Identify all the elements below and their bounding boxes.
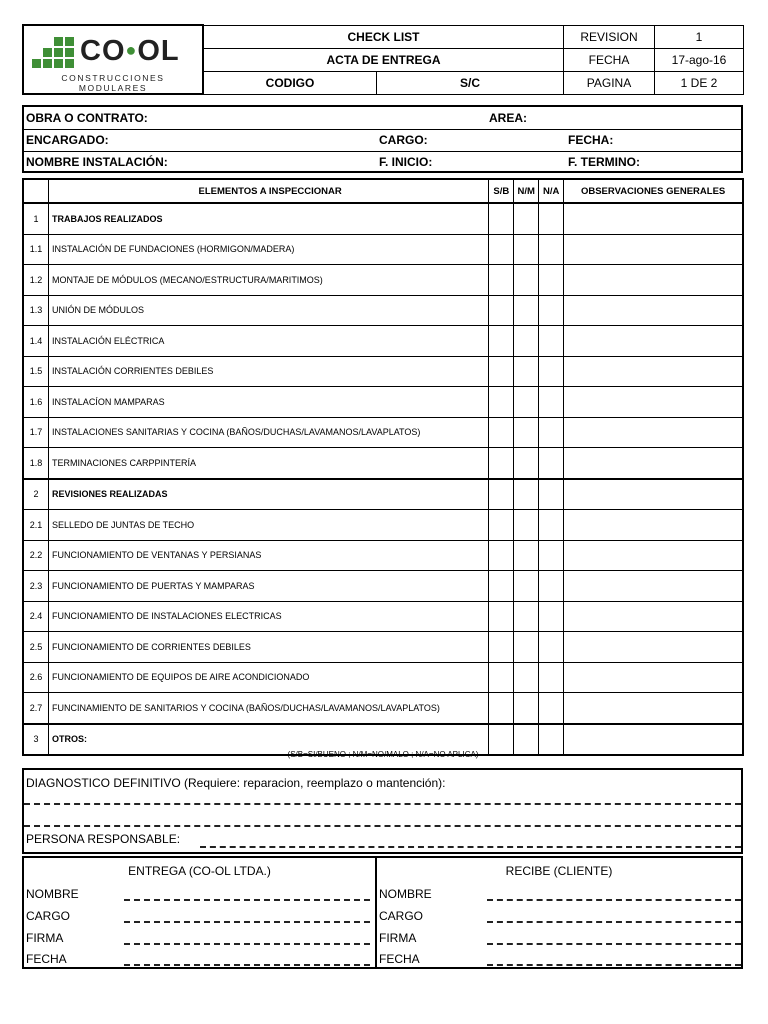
observaciones-cell[interactable] xyxy=(564,295,743,326)
observaciones-cell[interactable] xyxy=(564,601,743,632)
row-number: 2.3 xyxy=(23,571,48,602)
checklist-row xyxy=(23,356,743,387)
nm-cell[interactable] xyxy=(514,356,539,387)
entrega-fecha-line[interactable] xyxy=(124,964,370,966)
f-termino-label: F. TERMINO: xyxy=(568,155,640,169)
recibe-nombre-line[interactable] xyxy=(487,899,741,901)
checklist-row xyxy=(23,387,743,418)
sb-cell[interactable] xyxy=(489,601,514,632)
na-cell[interactable] xyxy=(539,632,564,663)
recibe-firma-label: FIRMA xyxy=(379,931,417,945)
observaciones-cell[interactable] xyxy=(564,479,743,510)
col-num xyxy=(23,179,48,203)
na-cell[interactable] xyxy=(539,417,564,448)
responsable-line[interactable] xyxy=(200,846,741,848)
nm-cell[interactable] xyxy=(514,571,539,602)
observaciones-cell[interactable] xyxy=(564,387,743,418)
sb-cell[interactable] xyxy=(489,234,514,265)
row-description: FUNCINAMIENTO DE SANITARIOS Y COCINA (BAÑOS/DUCHAS/LAVAMANOS/LAVAPLATOS) xyxy=(48,693,488,724)
row-description: INSTALACIÓN CORRIENTES DEBILES xyxy=(48,356,488,387)
nm-cell[interactable] xyxy=(514,693,539,724)
nm-cell[interactable] xyxy=(514,203,539,234)
observaciones-cell[interactable] xyxy=(564,265,743,296)
checklist-row xyxy=(23,571,743,602)
sb-cell[interactable] xyxy=(489,662,514,693)
nm-cell[interactable] xyxy=(514,479,539,510)
checklist-row xyxy=(23,540,743,571)
col-elementos: ELEMENTOS A INSPECCIONAR xyxy=(48,179,488,203)
checklist-row xyxy=(23,326,743,357)
area-label: AREA: xyxy=(489,111,527,125)
observaciones-cell[interactable] xyxy=(564,234,743,265)
row-number: 1 xyxy=(23,203,48,234)
row-number: 1.1 xyxy=(23,234,48,265)
row-number: 2.2 xyxy=(23,540,48,571)
entrega-cargo-line[interactable] xyxy=(124,921,370,923)
na-cell[interactable] xyxy=(539,326,564,357)
row-number: 1.5 xyxy=(23,356,48,387)
obra-label: OBRA O CONTRATO: xyxy=(26,111,148,125)
nm-cell[interactable] xyxy=(514,387,539,418)
row-description: MONTAJE DE MÓDULOS (MECANO/ESTRUCTURA/MARITIMOS) xyxy=(48,265,488,296)
nm-cell[interactable] xyxy=(514,510,539,541)
na-cell[interactable] xyxy=(539,295,564,326)
checklist-row xyxy=(23,234,743,265)
observaciones-cell[interactable] xyxy=(564,203,743,234)
nm-cell[interactable] xyxy=(514,326,539,357)
row-number: 2.7 xyxy=(23,693,48,724)
row-number: 1.2 xyxy=(23,265,48,296)
recibe-fecha-line[interactable] xyxy=(487,964,741,966)
observaciones-cell[interactable] xyxy=(564,326,743,357)
row-description: FUNCIONAMIENTO DE PUERTAS Y MAMPARAS xyxy=(48,571,488,602)
row-description: FUNCIONAMIENTO DE CORRIENTES DEBILES xyxy=(48,632,488,663)
observaciones-cell[interactable] xyxy=(564,632,743,663)
row-number: 2.6 xyxy=(23,662,48,693)
observaciones-cell[interactable] xyxy=(564,417,743,448)
nm-cell[interactable] xyxy=(514,632,539,663)
responsable-label: PERSONA RESPONSABLE: xyxy=(26,832,181,846)
row-number: 1.8 xyxy=(23,448,48,479)
row-description: TRABAJOS REALIZADOS xyxy=(48,203,488,234)
signature-box xyxy=(22,856,743,969)
recibe-fecha-label: FECHA xyxy=(379,952,420,966)
revision-label: REVISION xyxy=(564,25,655,48)
row-description: FUNCIONAMIENTO DE VENTANAS Y PERSIANAS xyxy=(48,540,488,571)
observaciones-cell[interactable] xyxy=(564,448,743,479)
na-cell[interactable] xyxy=(539,571,564,602)
na-cell[interactable] xyxy=(539,601,564,632)
col-sb: S/B xyxy=(489,179,514,203)
sb-cell[interactable] xyxy=(489,417,514,448)
recibe-firma-line[interactable] xyxy=(487,943,741,945)
entrega-panel xyxy=(24,858,377,967)
sb-cell[interactable] xyxy=(489,540,514,571)
pagina-label: PAGINA xyxy=(564,71,655,94)
sb-cell[interactable] xyxy=(489,448,514,479)
sb-cell[interactable] xyxy=(489,326,514,357)
nm-cell[interactable] xyxy=(514,601,539,632)
na-cell[interactable] xyxy=(539,356,564,387)
nm-cell[interactable] xyxy=(514,417,539,448)
nm-cell[interactable] xyxy=(514,265,539,296)
pagina-value: 1 DE 2 xyxy=(655,71,744,94)
row-number: 2.5 xyxy=(23,632,48,663)
observaciones-cell[interactable] xyxy=(564,662,743,693)
info-row-instalacion xyxy=(24,151,741,173)
project-info xyxy=(22,105,743,173)
observaciones-cell[interactable] xyxy=(564,693,743,724)
row-description: INSTALACIÓN ELÉCTRICA xyxy=(48,326,488,357)
entrega-firma-label: FIRMA xyxy=(26,931,64,945)
na-cell[interactable] xyxy=(539,203,564,234)
sb-cell[interactable] xyxy=(489,203,514,234)
checklist-header-row xyxy=(23,179,743,203)
row-number: 1.4 xyxy=(23,326,48,357)
observaciones-cell[interactable] xyxy=(564,571,743,602)
recibe-panel xyxy=(377,858,741,967)
checklist-row xyxy=(23,479,743,510)
sb-cell[interactable] xyxy=(489,693,514,724)
checklist-row xyxy=(23,295,743,326)
info-row-obra xyxy=(24,107,741,130)
col-nm: N/M xyxy=(514,179,539,203)
row-description: INSTALACIONES SANITARIAS Y COCINA (BAÑOS/DUCHAS/LAVAMANOS/LAVAPLATOS) xyxy=(48,417,488,448)
observaciones-cell[interactable] xyxy=(564,356,743,387)
sb-cell[interactable] xyxy=(489,571,514,602)
checklist-rows xyxy=(23,203,743,755)
doc-title: CHECK LIST xyxy=(203,25,564,48)
recibe-cargo-label: CARGO xyxy=(379,909,424,923)
checklist-row xyxy=(23,662,743,693)
row-number: 2.1 xyxy=(23,510,48,541)
logo-subtitle: CONSTRUCCIONES MODULARES xyxy=(61,72,165,93)
checklist-row xyxy=(23,448,743,479)
nm-cell[interactable] xyxy=(514,448,539,479)
cargo-label: CARGO: xyxy=(379,133,428,147)
row-description: INSTALACIÓN DE FUNDACIONES (HORMIGON/MADERA) xyxy=(48,234,488,265)
row-description: FUNCIONAMIENTO DE EQUIPOS DE AIRE ACONDICIONADO xyxy=(48,662,488,693)
diagnostico-label: DIAGNOSTICO DEFINITIVO (Requiere: reparacion, reemplazo o mantención): xyxy=(26,776,446,790)
info-row-encargado xyxy=(24,129,741,152)
na-cell[interactable] xyxy=(539,540,564,571)
entrega-firma-line[interactable] xyxy=(124,943,370,945)
codigo-value: S/C xyxy=(377,71,564,94)
nm-cell[interactable] xyxy=(514,540,539,571)
col-na: N/A xyxy=(539,179,564,203)
fecha-value: 17-ago-16 xyxy=(655,48,744,71)
na-cell[interactable] xyxy=(539,234,564,265)
sb-cell[interactable] xyxy=(489,632,514,663)
row-description: SELLEDO DE JUNTAS DE TECHO xyxy=(48,510,488,541)
revision-value: 1 xyxy=(655,25,744,48)
na-cell[interactable] xyxy=(539,387,564,418)
diagnostico-line-1[interactable] xyxy=(24,803,741,805)
na-cell[interactable] xyxy=(539,510,564,541)
row-number: 1.3 xyxy=(23,295,48,326)
diagnostico-line-2[interactable] xyxy=(24,825,741,827)
observaciones-cell[interactable] xyxy=(564,540,743,571)
row-description: OTROS: xyxy=(48,724,488,756)
na-cell[interactable] xyxy=(539,693,564,724)
na-cell[interactable] xyxy=(539,265,564,296)
checklist-row xyxy=(23,693,743,724)
fecha-info-label: FECHA: xyxy=(568,133,614,147)
entrega-cargo-label: CARGO xyxy=(26,909,71,923)
recibe-cargo-line[interactable] xyxy=(487,921,741,923)
recibe-title: RECIBE (CLIENTE) xyxy=(505,864,613,878)
checklist-row xyxy=(23,510,743,541)
row-description: INSTALACÍON MAMPARAS xyxy=(48,387,488,418)
entrega-title: ENTREGA (CO-OL LTDA.) xyxy=(128,864,271,878)
checklist-row xyxy=(23,417,743,448)
checklist-table xyxy=(22,178,744,756)
row-description: UNIÓN DE MÓDULOS xyxy=(48,295,488,326)
row-number: 2 xyxy=(23,479,48,510)
entrega-nombre-line[interactable] xyxy=(124,899,370,901)
row-description: TERMINACIONES CARPPINTERÍA xyxy=(48,448,488,479)
entrega-fecha-label: FECHA xyxy=(26,952,67,966)
observaciones-cell[interactable] xyxy=(564,510,743,541)
na-cell[interactable] xyxy=(539,662,564,693)
na-cell[interactable] xyxy=(539,479,564,510)
checklist-row xyxy=(23,632,743,663)
checklist-row xyxy=(23,265,743,296)
recibe-nombre-label: NOMBRE xyxy=(379,887,432,901)
sb-cell[interactable] xyxy=(489,479,514,510)
nm-cell[interactable] xyxy=(514,234,539,265)
sb-cell[interactable] xyxy=(489,510,514,541)
company-logo xyxy=(23,25,203,94)
logo-wordmark: CO●OL xyxy=(80,34,180,67)
row-number: 1.7 xyxy=(23,417,48,448)
row-number: 1.6 xyxy=(23,387,48,418)
legend-note: (S/B=SI/BUENO ; N/M=NO/MALO ; N/A=NO APLICA) xyxy=(287,750,479,759)
checklist-row xyxy=(23,203,743,234)
row-number: 2.4 xyxy=(23,601,48,632)
col-observaciones: OBSERVACIONES GENERALES xyxy=(564,179,743,203)
f-inicio-label: F. INICIO: xyxy=(379,155,433,169)
row-description: FUNCIONAMIENTO DE INSTALACIONES ELECTRICAS xyxy=(48,601,488,632)
doc-subtitle: ACTA DE ENTREGA xyxy=(203,48,564,71)
diagnostico-box xyxy=(22,768,743,854)
fecha-label: FECHA xyxy=(564,48,655,71)
header-table xyxy=(22,24,744,95)
sb-cell[interactable] xyxy=(489,356,514,387)
row-number: 3 xyxy=(23,724,48,756)
nm-cell[interactable] xyxy=(514,662,539,693)
na-cell[interactable] xyxy=(539,448,564,479)
encargado-label: ENCARGADO: xyxy=(26,133,109,147)
sb-cell[interactable] xyxy=(489,265,514,296)
codigo-label: CODIGO xyxy=(203,71,377,94)
nm-cell[interactable] xyxy=(514,295,539,326)
checklist-row xyxy=(23,601,743,632)
sb-cell[interactable] xyxy=(489,387,514,418)
entrega-nombre-label: NOMBRE xyxy=(26,887,79,901)
row-description: REVISIONES REALIZADAS xyxy=(48,479,488,510)
nombre-instalacion-label: NOMBRE INSTALACIÓN: xyxy=(26,155,168,169)
sb-cell[interactable] xyxy=(489,295,514,326)
